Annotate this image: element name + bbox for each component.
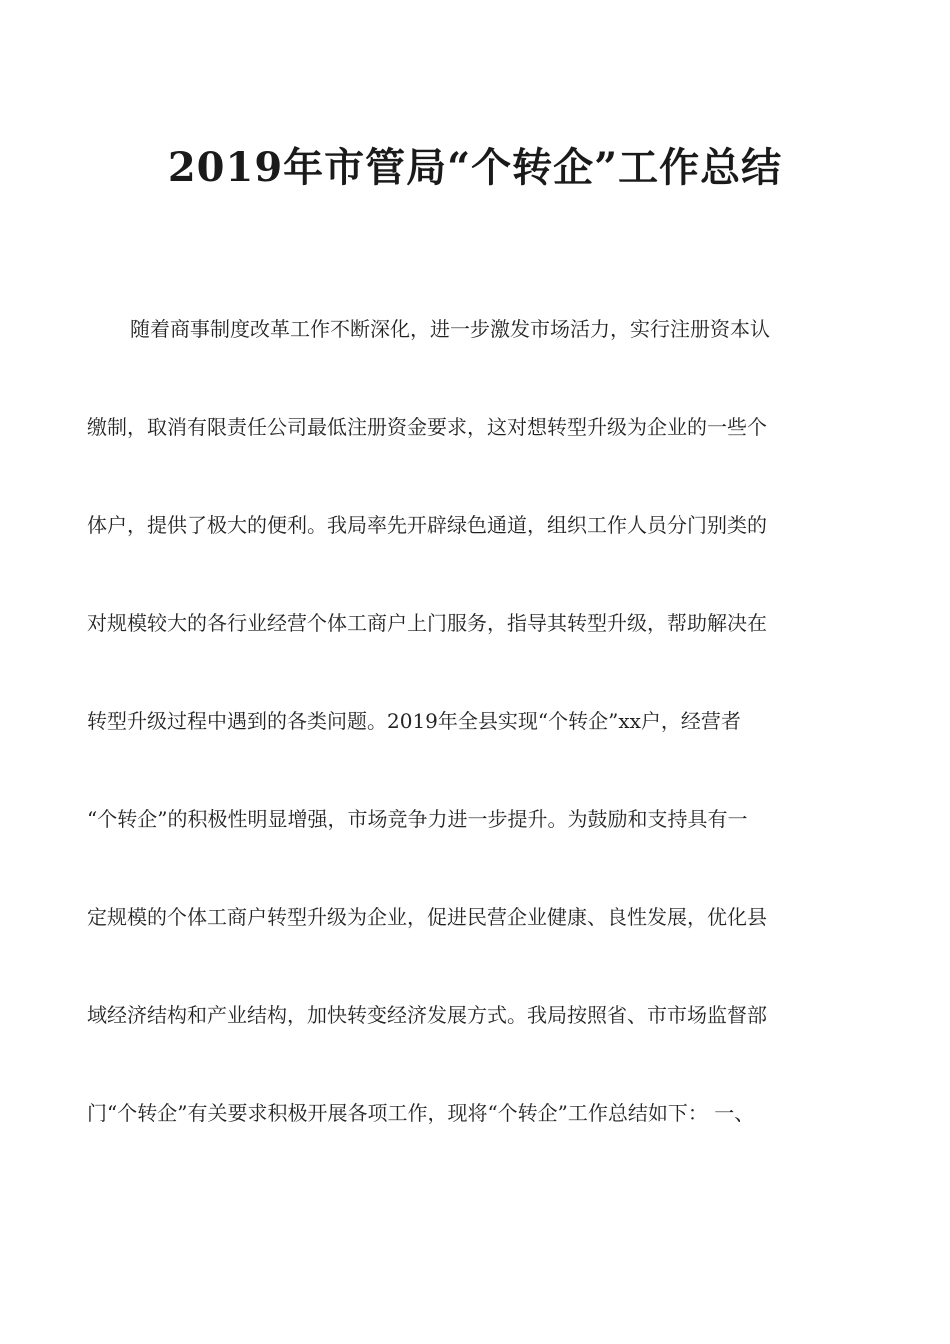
body-line: 缴制，取消有限责任公司最低注册资金要求，这对想转型升级为企业的一些个 bbox=[87, 415, 767, 439]
body-line: 门“个转企”有关要求积极开展各项工作，现将“个转企”工作总结如下： 一、 bbox=[87, 1101, 755, 1125]
document-title: 2019年市管局“个转企”工作总结 bbox=[167, 144, 783, 191]
body-line: 定规模的个体工商户转型升级为企业，促进民营企业健康、良性发展，优化县 bbox=[87, 905, 767, 929]
body-line: 转型升级过程中遇到的各类问题。2019年全县实现“个转企”xx户，经营者 bbox=[87, 709, 741, 733]
body-line: 对规模较大的各行业经营个体工商户上门服务，指导其转型升级，帮助解决在 bbox=[87, 611, 767, 635]
body-line: 随着商事制度改革工作不断深化，进一步激发市场活力，实行注册资本认 bbox=[130, 317, 770, 341]
body-line: “个转企”的积极性明显增强，市场竞争力进一步提升。为鼓励和支持具有一 bbox=[87, 807, 748, 831]
body-line: 域经济结构和产业结构，加快转变经济发展方式。我局按照省、市市场监督部 bbox=[87, 1003, 767, 1027]
body-line: 体户，提供了极大的便利。我局率先开辟绿色通道，组织工作人员分门别类的 bbox=[87, 513, 767, 537]
document-body bbox=[87, 300, 887, 1182]
